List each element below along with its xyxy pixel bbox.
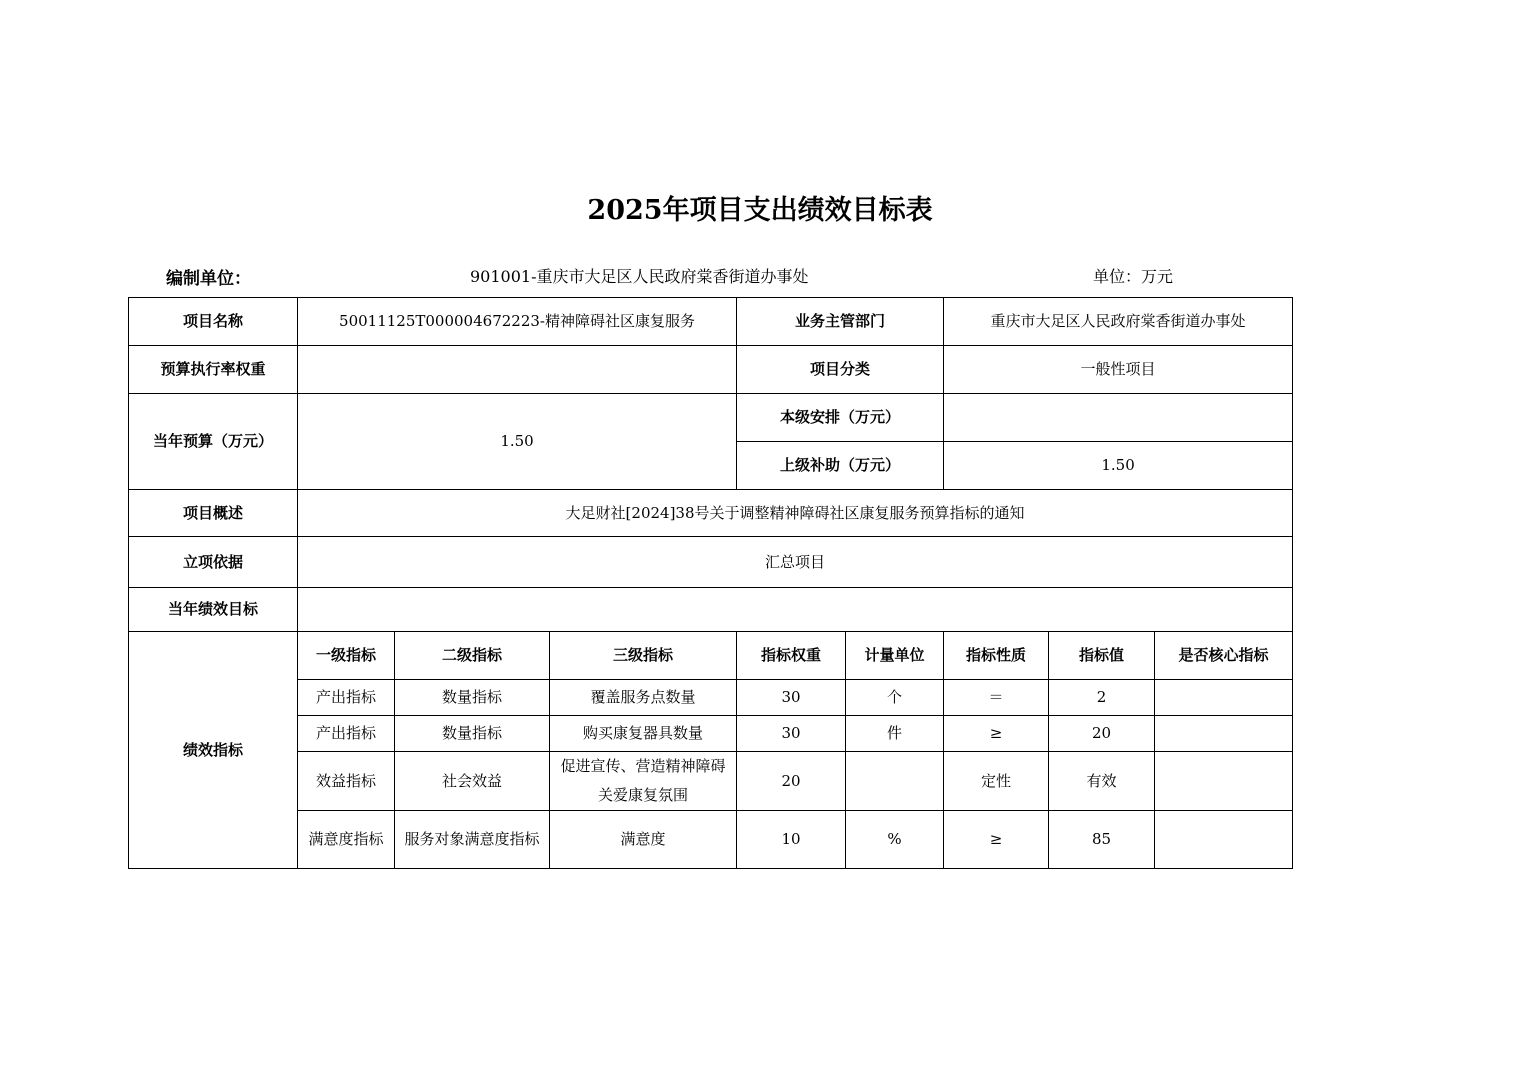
weight-cell: 20 [737,752,846,811]
value-cell: 20 [1049,716,1155,752]
level2-cell: 数量指标 [395,716,550,752]
header-level3: 三级指标 [550,632,737,680]
table-row [129,716,1293,752]
level1-cell: 效益指标 [298,752,395,811]
org-label: 编制单位： [166,269,251,289]
currency-unit: 单位：万元 [1093,267,1174,286]
weight-cell: 10 [737,811,846,869]
value-cell: 85 [1049,811,1155,869]
level3-cell: 覆盖服务点数量 [550,680,737,716]
page-title: 2025年项目支出绩效目标表 [587,195,933,226]
exec-rate-value [298,346,737,394]
local-value [944,394,1293,442]
core-cell [1155,752,1293,811]
header-nature: 指标性质 [944,632,1049,680]
level1-cell: 产出指标 [298,680,395,716]
category-label: 项目分类 [737,346,944,394]
level2-cell: 服务对象满意度指标 [395,811,550,869]
budget-value: 1.50 [298,394,737,490]
level1-cell: 满意度指标 [298,811,395,869]
header-level1: 一级指标 [298,632,395,680]
org-name: 901001-重庆市大足区人民政府棠香街道办事处 [470,267,809,286]
level3-cell: 满意度 [550,811,737,869]
nature-cell: 定性 [944,752,1049,811]
project-name: 50011125T000004672223-精神障碍社区康复服务 [298,298,737,346]
goal-value [298,588,1293,632]
unit-cell [846,752,944,811]
goal-label: 当年绩效目标 [129,588,298,632]
nature-cell: ≥ [944,716,1049,752]
core-cell [1155,716,1293,752]
overview-label: 项目概述 [129,490,298,537]
nature-cell: ≥ [944,811,1049,869]
project-name-label: 项目名称 [129,298,298,346]
category-value: 一般性项目 [944,346,1293,394]
basis-label: 立项依据 [129,537,298,588]
header-core: 是否核心指标 [1155,632,1293,680]
level3-cell: 促进宣传、营造精神障碍关爱康复氛围 [550,752,737,811]
weight-cell: 30 [737,716,846,752]
basis-value: 汇总项目 [298,537,1293,588]
table-row [129,680,1293,716]
nature-cell: ＝ [944,680,1049,716]
level3-cell: 购买康复器具数量 [550,716,737,752]
dept-label: 业务主管部门 [737,298,944,346]
table-row [129,811,1293,869]
level2-cell: 社会效益 [395,752,550,811]
core-cell [1155,680,1293,716]
dept-value: 重庆市大足区人民政府棠香街道办事处 [944,298,1293,346]
exec-rate-label: 预算执行率权重 [129,346,298,394]
upper-label: 上级补助（万元） [737,442,944,490]
unit-cell: 件 [846,716,944,752]
table-row [129,752,1293,811]
weight-cell: 30 [737,680,846,716]
indicators-label: 绩效指标 [129,632,298,869]
level1-cell: 产出指标 [298,716,395,752]
header-value: 指标值 [1049,632,1155,680]
overview-value: 大足财社[2024]38号关于调整精神障碍社区康复服务预算指标的通知 [298,490,1293,537]
upper-value: 1.50 [944,442,1293,490]
core-cell [1155,811,1293,869]
unit-cell: 个 [846,680,944,716]
local-label: 本级安排（万元） [737,394,944,442]
header-unit: 计量单位 [846,632,944,680]
unit-cell: % [846,811,944,869]
header-weight: 指标权重 [737,632,846,680]
performance-table [128,297,1293,869]
value-cell: 有效 [1049,752,1155,811]
value-cell: 2 [1049,680,1155,716]
level2-cell: 数量指标 [395,680,550,716]
budget-label: 当年预算（万元） [129,394,298,490]
header-level2: 二级指标 [395,632,550,680]
